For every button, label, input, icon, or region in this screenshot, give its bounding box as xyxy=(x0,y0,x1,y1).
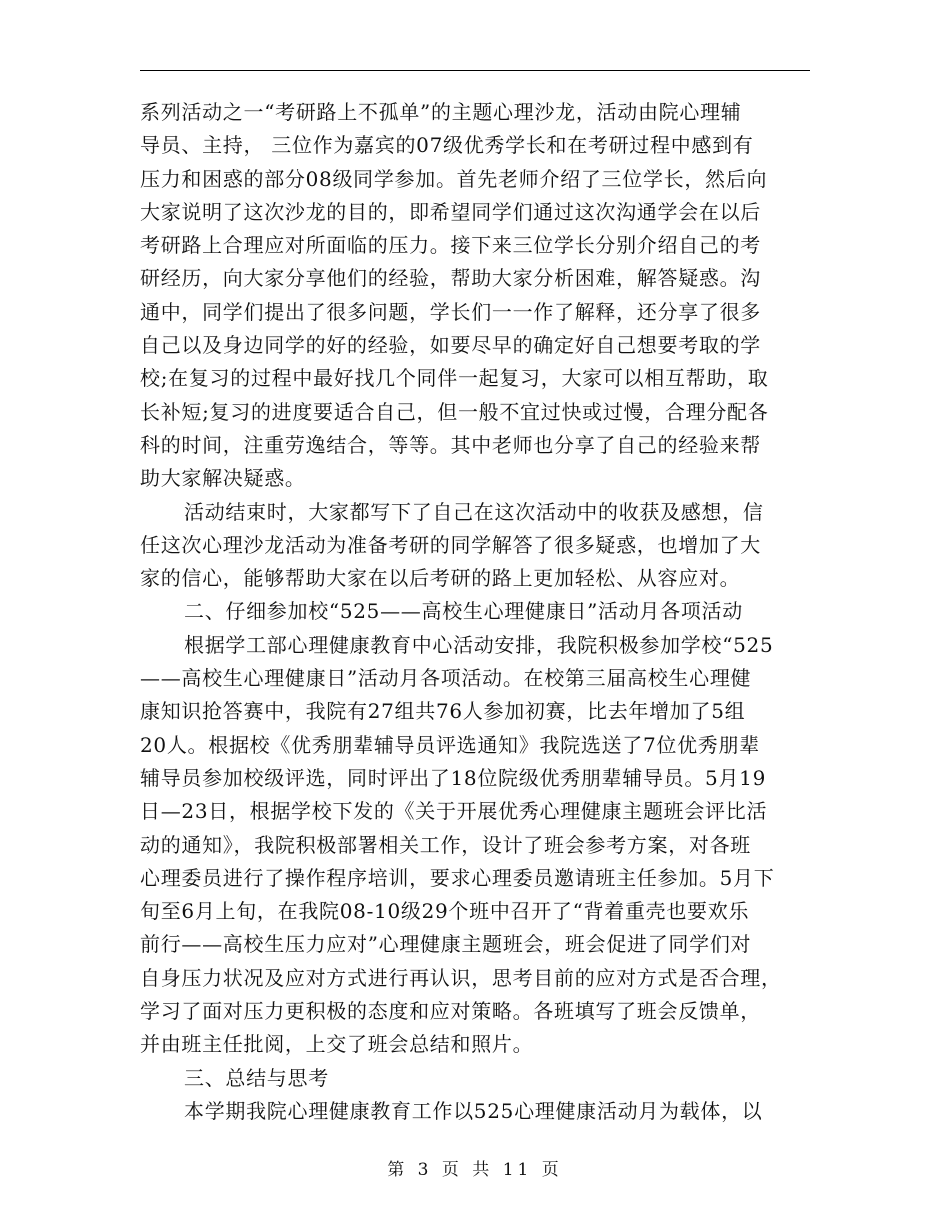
text-line: 导员、主持， 三位作为嘉宾的07级优秀学长和在考研过程中感到有 xyxy=(140,133,754,158)
text-line: 辅导员参加校级评选，同时评出了18位院级优秀朋辈辅导员。5月19 xyxy=(140,765,767,790)
text-line: 根据学工部心理健康教育中心活动安排，我院积极参加学校“525 xyxy=(184,632,774,657)
text-line: 自身压力状况及应对方式进行再认识，思考目前的应对方式是否合理， xyxy=(140,965,782,990)
text-line: ——高校生心理健康日”活动月各项活动。在校第三届高校生心理健 xyxy=(140,666,752,691)
text-line: 日—23日，根据学校下发的《关于开展优秀心理健康主题班会评比活 xyxy=(140,799,768,824)
text-line: 助大家解决疑惑。 xyxy=(140,466,306,491)
text-line: 活动结束时，大家都写下了自己在这次活动中的收获及感想，信 xyxy=(184,499,764,524)
text-line: 三、总结与思考 xyxy=(184,1065,329,1090)
text-line: 本学期我院心理健康教育工作以525心理健康活动月为载体，以 xyxy=(184,1098,763,1123)
text-line: 二、仔细参加校“525——高校生心理健康日”活动月各项活动 xyxy=(184,599,743,624)
text-line: 旬至6月上旬，在我院08-10级29个班中召开了“背着重壳也要欢乐 xyxy=(140,899,750,924)
text-line: 心理委员进行了操作程序培训，要求心理委员邀请班主任参加。5月下 xyxy=(140,865,775,890)
header-rule xyxy=(140,70,810,71)
text-line: 长补短;复习的进度要适合自己，但一般不宜过快或过慢，合理分配各 xyxy=(140,399,769,424)
text-line: 自己以及身边同学的好的经验，如要尽早的确定好自己想要考取的学 xyxy=(140,333,761,358)
text-line: 研经历，向大家分享他们的经验，帮助大家分析困难，解答疑惑。沟 xyxy=(140,266,761,291)
text-line: 考研路上合理应对所面临的压力。接下来三位学长分别介绍自己的考 xyxy=(140,233,761,258)
text-line: 并由班主任批阅，上交了班会总结和照片。 xyxy=(140,1032,534,1057)
text-line: 通中，同学们提出了很多问题，学长们一一作了解释，还分享了很多 xyxy=(140,299,761,324)
page-number-footer: 第 3 页 共 11 页 xyxy=(387,1160,563,1180)
text-line: 压力和困惑的部分08级同学参加。首先老师介绍了三位学长，然后向 xyxy=(140,166,768,191)
text-line: 动的通知》，我院积极部署相关工作，设计了班会参考方案，对各班 xyxy=(140,832,751,857)
text-line: 家的信心，能够帮助大家在以后考研的路上更加轻松、从容应对。 xyxy=(140,566,741,591)
text-line: 20人。根据校《优秀朋辈辅导员评选通知》我院选送了7位优秀朋辈 xyxy=(140,732,760,757)
document-body xyxy=(140,96,810,1128)
text-line: 康知识抢答赛中，我院有27组共76人参加初赛，比去年增加了5组 xyxy=(140,699,746,724)
text-line: 任这次心理沙龙活动为准备考研的同学解答了很多疑惑，也增加了大 xyxy=(140,532,761,557)
text-line: 前行——高校生压力应对”心理健康主题班会，班会促进了同学们对 xyxy=(140,932,752,957)
text-line: 校;在复习的过程中最好找几个同伴一起复习，大家可以相互帮助，取 xyxy=(140,366,769,391)
text-line: 大家说明了这次沙龙的目的，即希望同学们通过这次沟通学会在以后 xyxy=(140,199,761,224)
text-line: 系列活动之一“考研路上不孤单”的主题心理沙龙，活动由院心理辅 xyxy=(140,100,742,124)
text-line: 科的时间，注重劳逸结合，等等。其中老师也分享了自己的经验来帮 xyxy=(140,432,761,457)
text-line: 学习了面对压力更积极的态度和应对策略。各班填写了班会反馈单， xyxy=(140,999,761,1024)
